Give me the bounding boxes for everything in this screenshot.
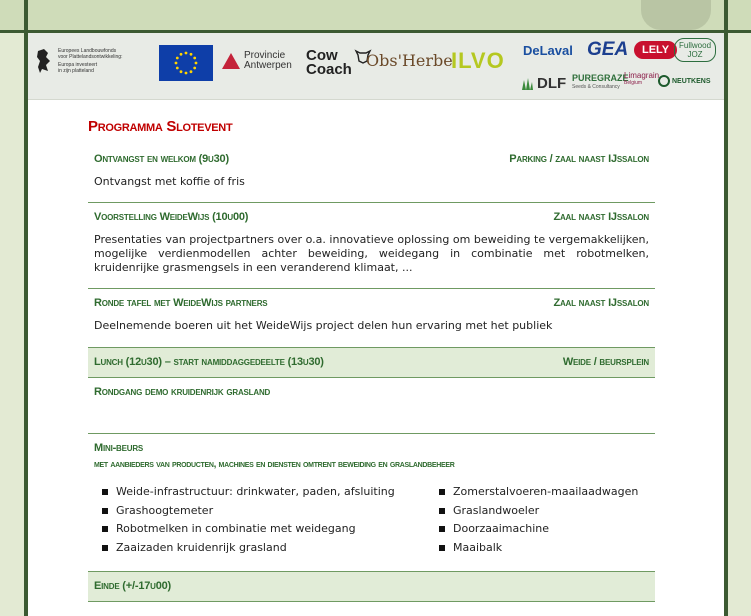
item-heading: Ronde tafel met WeideWijs partners [94, 297, 268, 309]
item-heading: Voorstelling WeideWijs (10u00) [94, 211, 249, 223]
gea-text: GEA [587, 39, 629, 60]
provincie-text: Provincie [244, 50, 286, 61]
dlf-logo [520, 75, 566, 92]
fullwood-text: JOZ [687, 50, 703, 59]
bullet-icon [102, 545, 108, 551]
program-item-end [88, 572, 655, 601]
cow-coach-text: Cow [306, 47, 338, 64]
list-item-label: Zaaizaden kruidenrijk grasland [116, 540, 287, 554]
program-item-lunch [88, 348, 655, 377]
provincie-text: Antwerpen [244, 60, 292, 71]
program-item-presentation [88, 203, 655, 288]
list-item-label: Doorzaaimachine [453, 522, 550, 535]
item-description: Presentaties van projectpartners over o.a. innovatieve oplossing om beweiding te vergemakkelijken, mogelijke verdienmodellen achter beweiding, weidegang in combinatie met robotmelken, kruidenrijke grasmengsels in een veranderend klimaat, ... [94, 233, 649, 274]
list-item [102, 520, 395, 539]
lely-logo [634, 41, 677, 59]
eu-fund-text: voor Plattelandsontwikkeling: [58, 54, 123, 60]
program-item-mini-fair [88, 434, 655, 571]
limagrain-subtext: Belgium [624, 80, 643, 86]
eu-fund-text: in zijn platteland [58, 68, 94, 74]
program-item-round-table [88, 289, 655, 347]
provincie-triangle-icon [222, 53, 240, 69]
item-location: Zaal naast IJssalon [553, 297, 649, 309]
item-location: Zaal naast IJssalon [553, 211, 649, 223]
list-item [102, 483, 395, 502]
flanders-lion-icon [34, 47, 54, 75]
item-heading: Einde (+/-17u00) [94, 580, 172, 592]
fair-list-right [439, 483, 638, 557]
item-location: Weide / beursplein [562, 356, 649, 368]
bullet-icon [102, 508, 108, 514]
neutkens-text: NEUTKENS [672, 77, 711, 85]
eu-fund-text: Europees Landbouwfonds [58, 48, 117, 54]
cow-coach-text: Coach [306, 61, 352, 78]
bullet-icon [102, 526, 108, 532]
item-heading: Lunch (12u30) – start namiddaggedeelte (13u30) [94, 356, 324, 368]
program-title: Programma Slotevent [88, 118, 233, 135]
puregraze-text: PUREGRAZE [572, 73, 629, 83]
obs-herbe-logo [366, 51, 453, 70]
ilvo-text: ILVO [451, 48, 505, 73]
gea-logo [587, 39, 628, 61]
eu-flag-icon [159, 45, 213, 81]
item-heading: Ontvangst en welkom (9u30) [94, 153, 229, 165]
bullet-icon [439, 526, 445, 532]
list-item [439, 520, 638, 539]
program-document [28, 100, 724, 616]
item-heading: Mini-beurs [94, 442, 144, 454]
fullwood-logo [674, 38, 716, 62]
list-item-label: Graslandwoeler [453, 503, 540, 517]
obs-herbe-text: Obs'Herbe [366, 51, 453, 70]
bullet-icon [102, 489, 108, 495]
divider [88, 601, 655, 602]
puregraze-logo [572, 74, 629, 92]
program-item-demo-tour [88, 378, 655, 433]
list-item-label: Maaibalk [453, 540, 503, 554]
list-item-label: Robotmelken in combinatie met weidegang [116, 522, 356, 535]
item-description: Deelnemende boeren uit het WeideWijs project delen hun ervaring met het publiek [94, 319, 553, 332]
eu-fund-text: Europa investeert [58, 62, 98, 68]
dlf-text: DLF [537, 75, 567, 92]
neutkens-circle-icon [658, 75, 670, 87]
bullet-icon [439, 545, 445, 551]
bullet-icon [439, 489, 445, 495]
lely-text: LELY [634, 41, 677, 59]
provincie-antwerpen-logo [222, 51, 292, 71]
list-item [439, 483, 638, 502]
fullwood-text: Fullwood [679, 41, 712, 50]
list-item [439, 539, 638, 558]
eu-flag-logo [159, 45, 213, 81]
cow-coach-logo [306, 49, 372, 77]
item-heading: Rondgang demo kruidenrijk grasland [94, 386, 271, 398]
item-description: Ontvangst met koffie of fris [94, 175, 245, 188]
list-item [102, 502, 395, 521]
limagrain-logo [624, 71, 659, 86]
list-item-label: Weide-infrastructuur: drinkwater, paden, afsluiting [116, 485, 395, 498]
delaval-text: DeLaval [523, 43, 573, 58]
limagrain-text: Limagrain [624, 71, 660, 80]
bullet-icon [439, 508, 445, 514]
list-item-label: Zomerstalvoeren-maailaadwagen [453, 485, 639, 498]
cow-silhouette [641, 0, 711, 30]
fair-list-left [102, 483, 395, 557]
frame-right [724, 0, 728, 616]
flanders-lion-logo [34, 47, 128, 75]
puregraze-subtext: Seeds & Consultancy [572, 84, 620, 90]
list-item [102, 539, 395, 558]
list-item-label: Grashoogtemeter [116, 503, 214, 517]
delaval-logo [523, 43, 573, 58]
program-item-reception [88, 146, 655, 202]
ilvo-logo [451, 48, 505, 74]
background-pasture [0, 0, 751, 30]
item-location: Parking / zaal naast IJssalon [509, 153, 649, 165]
partner-logo-bar [28, 33, 724, 100]
list-item [439, 502, 638, 521]
neutkens-logo [658, 75, 711, 87]
item-subheading: met aanbieders van producten, machines en diensten omtrent beweiding en graslandbeheer [94, 459, 455, 470]
dlf-leaf-icon [520, 77, 534, 91]
